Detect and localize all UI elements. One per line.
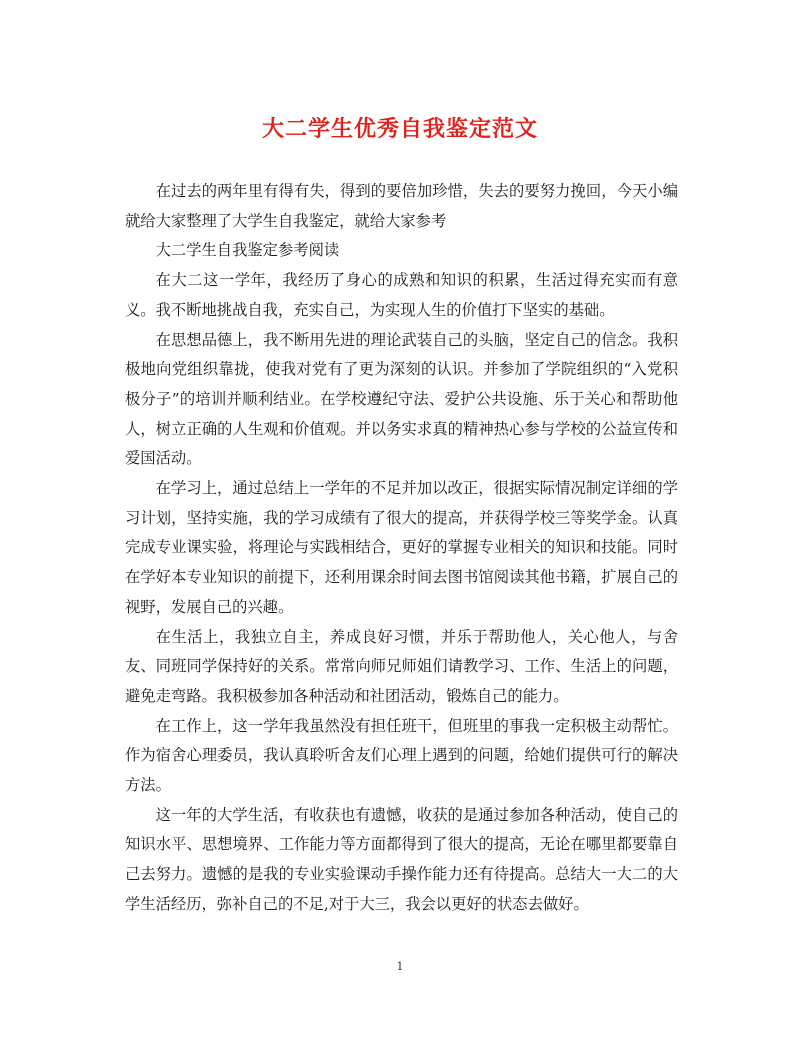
section-heading: 大二学生自我鉴定参考阅读 xyxy=(155,241,340,260)
body-paragraph: 在生活上，我独立自主，养成良好习惯，并乐于帮助他人，关心他人，与舍友、同班同学保持好的关系。常常向师兄师姐们请教学习、工作、生活上的问题，避免走弯路。我积极参加各种活动和社团活动，锻炼自己的能力。 xyxy=(125,627,678,705)
page-number: 1 xyxy=(396,960,404,973)
body-paragraph: 在大二这一学年，我经历了身心的成熟和知识的积累，生活过得充实而有意义。我不断地挑战自我，充实自己，为实现人生的价值打下坚实的基础。 xyxy=(125,271,678,319)
intro-paragraph: 在过去的两年里有得有失，得到的要倍加珍惜，失去的要努力挽回，今天小编就给大家整理了大学生自我鉴定，就给大家参考 xyxy=(125,182,678,230)
body-paragraph: 在工作上，这一学年我虽然没有担任班干，但班里的事我一定积极主动帮忙。作为宿舍心理委员，我认真聆听舍友们心理上遇到的问题，给她们提供可行的解决方法。 xyxy=(125,716,678,795)
body-paragraph: 在学习上，通过总结上一学年的不足并加以改正，很据实际情况制定详细的学习计划，坚持实施，我的学习成绩有了很大的提高，并获得学校三等奖学金。认真完成专业课实验，将理论与实践相结合，更好的掌握专业相关的知识和技能。同时在学好本专业知识的前提下，还利用课余时间去图书馆阅读其他书籍，扩展自己的视野，发展自己的兴趣。 xyxy=(125,479,678,616)
document-body xyxy=(125,177,678,920)
document-title: 大二学生优秀自我鉴定范文 xyxy=(261,116,538,142)
body-paragraph: 在思想品德上，我不断用先进的理论武装自己的头脑，坚定自己的信念。我积极地向党组织靠拢，使我对党有了更为深刻的认识。并参加了学院组织的“入党积极分子”的培训并顺利结业。在学校遵纪守法、爱护公共设施、乐于关心和帮助他人，树立正确的人生观和价值观。并以务实求真的精神热心参与学校的公益宣传和爱国活动。 xyxy=(125,330,678,468)
body-paragraph: 这一年的大学生活，有收获也有遗憾，收获的是通过参加各种活动，使自己的知识水平、思想境界、工作能力等方面都得到了很大的提高，无论在哪里都要靠自己去努力。遗憾的是我的专业实验课动手操作能力还有待提高。总结大一大二的大学生活经历，弥补自己的不足,对于大三，我会以更好的状态去做好。 xyxy=(125,805,678,913)
